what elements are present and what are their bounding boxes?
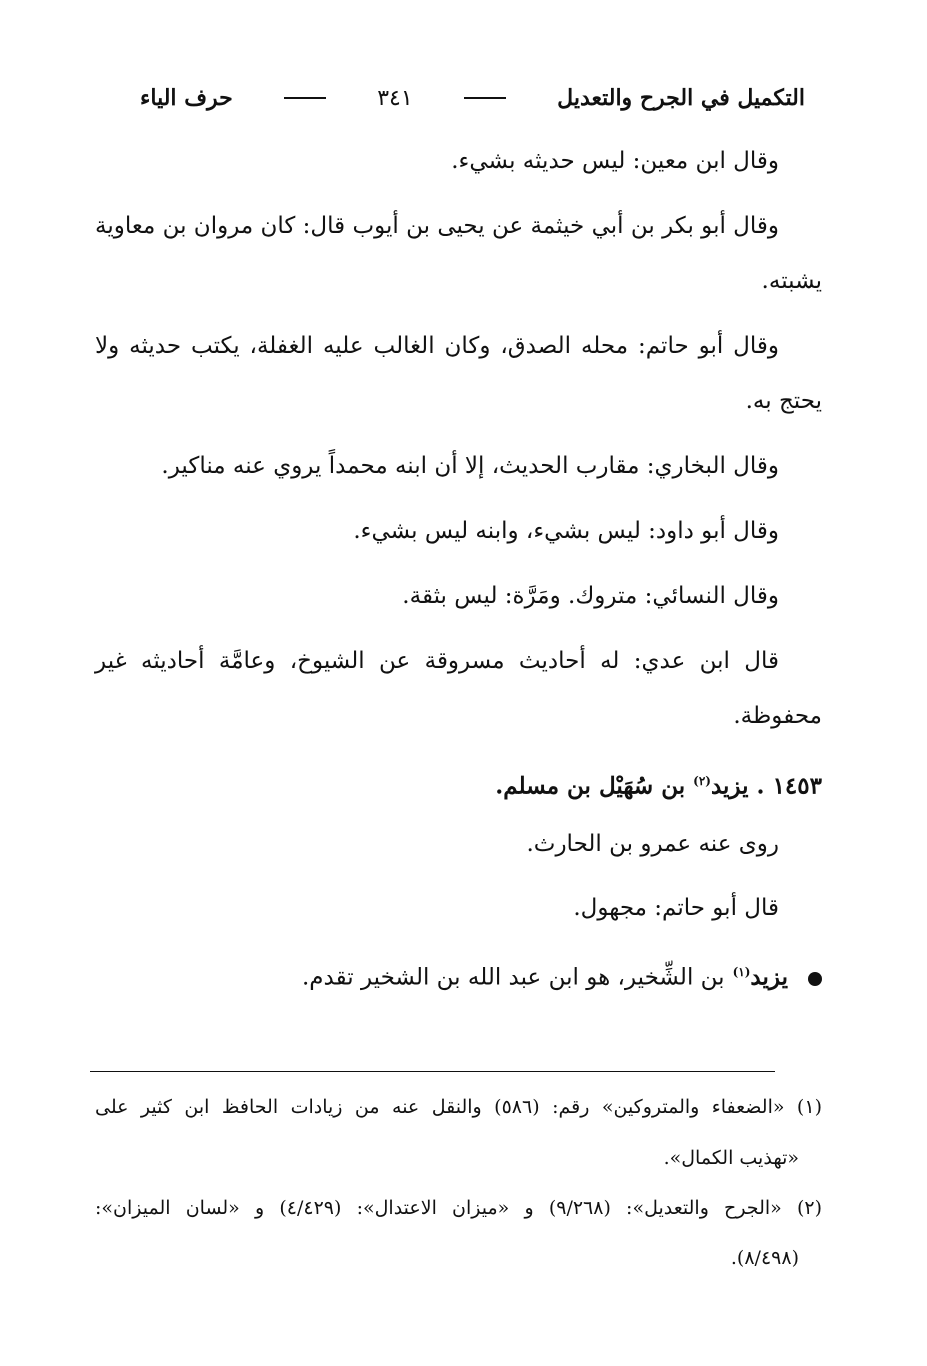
- page-number: ٣٤١: [377, 85, 413, 111]
- cross-ref-name: يزيد: [750, 963, 788, 991]
- paragraph-line: يشبته.: [761, 268, 822, 294]
- header-dash: [284, 97, 326, 99]
- footnote-ref: (١): [732, 965, 751, 979]
- footnote-ref: (٢): [693, 774, 711, 788]
- cross-reference-entry: [302, 956, 822, 994]
- paragraph: وقال النسائي: متروك. ومَرَّة: ليس بثقة.: [402, 583, 779, 609]
- paragraph: وقال أبو داود: ليس بشيء، وابنه ليس بشيء.: [353, 518, 779, 544]
- section-title: حرف الياء: [140, 85, 233, 111]
- cross-ref-text: بن الشِّخير، هو ابن عبد الله بن الشخير تقدم.: [301, 964, 725, 991]
- footnote-line: (٢) «الجرح والتعديل»: (٩/٢٦٨) و «ميزان الاعتدال»: (٤/٤٢٩) و «لسان الميزان»:: [95, 1197, 822, 1219]
- footnote-divider: [90, 1071, 775, 1072]
- paragraph-line: محفوظة.: [733, 703, 822, 729]
- footnote-line: «تهذيب الكمال».: [663, 1147, 799, 1169]
- footnote-line: (١) «الضعفاء والمتروكين» رقم: (٥٨٦) والنقل عنه من زيادات الحافظ ابن كثير على: [95, 1096, 822, 1118]
- paragraph: وقال البخاري: مقارب الحديث، إلا أن ابنه محمداً يروي عنه مناكير.: [161, 453, 779, 479]
- paragraph: وقال ابن معين: ليس حديثه بشيء.: [451, 148, 779, 174]
- entry-heading: [495, 765, 822, 803]
- paragraph-line: يحتج به.: [745, 388, 822, 414]
- entry-name-rest: بن سُهَيْل بن مسلم.: [495, 772, 686, 800]
- entry-name: يزيد: [710, 772, 749, 800]
- paragraph: قال أبو حاتم: مجهول.: [573, 895, 779, 921]
- paragraph: روى عنه عمرو بن الحارث.: [526, 831, 779, 857]
- page-header: [140, 78, 805, 118]
- book-title: التكميل في الجرح والتعديل: [557, 85, 805, 111]
- footnote-line: (٨/٤٩٨).: [730, 1247, 799, 1269]
- paragraph-line: قال ابن عدي: له أحاديث مسروقة عن الشيوخ، وعامَّة أحاديثه غير: [95, 648, 779, 674]
- header-dash: [464, 97, 506, 99]
- paragraph-line: وقال أبو بكر بن أبي خيثمة عن يحيى بن أيوب قال: كان مروان بن معاوية: [95, 213, 779, 239]
- entry-number: ١٤٥٣: [772, 772, 822, 800]
- paragraph-line: وقال أبو حاتم: محله الصدق، وكان الغالب عليه الغفلة، يكتب حديثه ولا: [95, 333, 779, 359]
- bullet-icon: [808, 972, 822, 986]
- entry-separator: .: [756, 772, 765, 800]
